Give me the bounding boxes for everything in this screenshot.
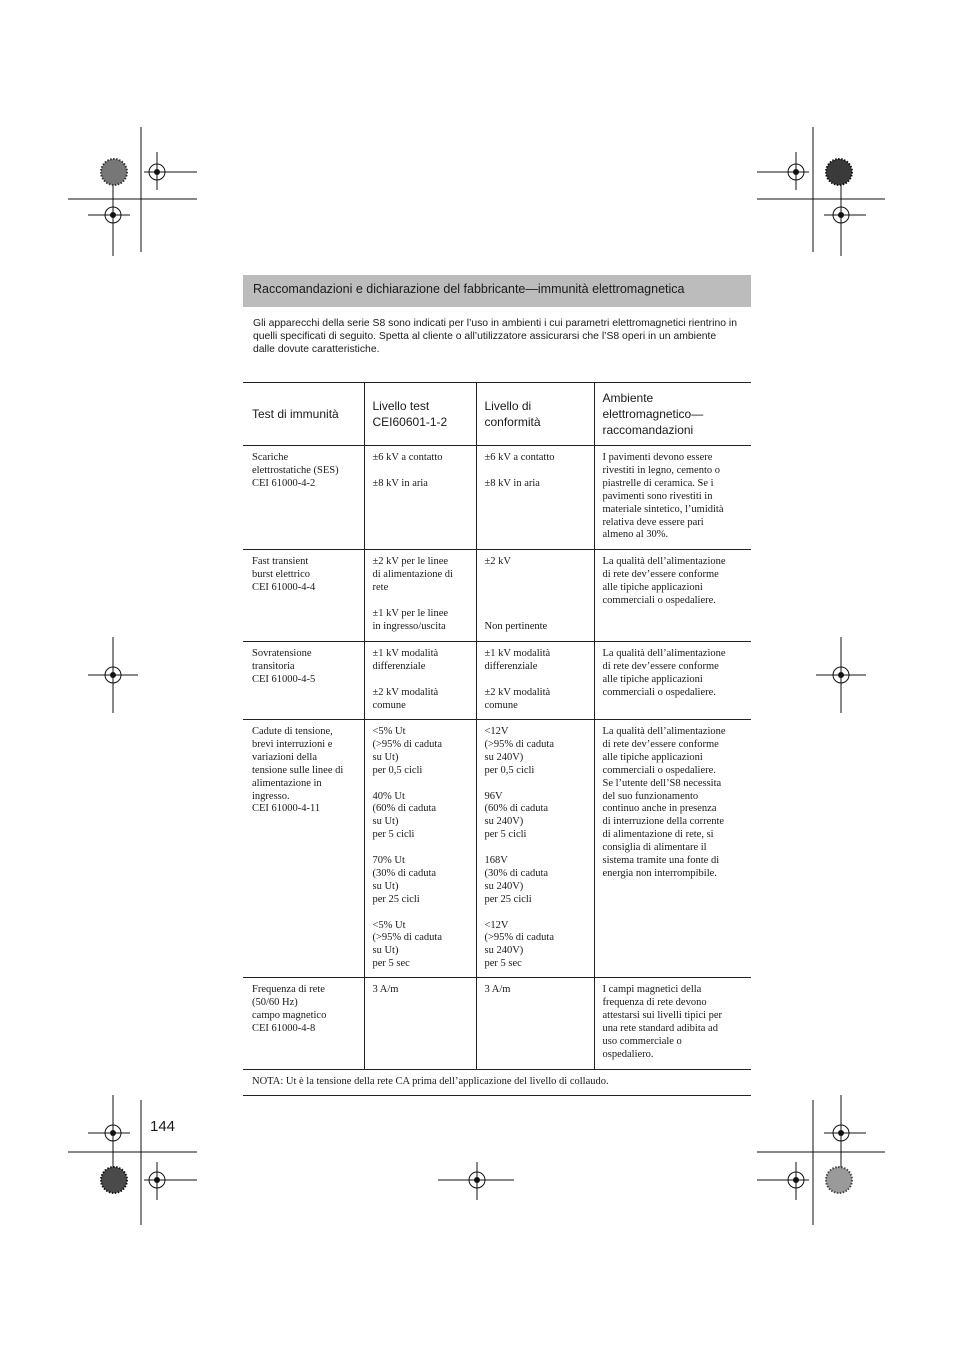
cell-test-level: <5% Ut (>95% di caduta su Ut) per 0,5 cicli 40% Ut (60% di caduta su Ut) per 5 cicli 70% Ut (30% di caduta su Ut) per 25 cicli <5% Ut (>95% di caduta su Ut) per 5 sec bbox=[364, 720, 476, 978]
cell-test: Fast transient burst elettrico CEI 61000-4-4 bbox=[243, 550, 364, 642]
cell-test-level: 3 A/m bbox=[364, 978, 476, 1070]
header-environment: Ambiente elettromagnetico— raccomandazioni bbox=[594, 383, 751, 446]
page-number: 144 bbox=[150, 1118, 176, 1135]
cell-test: Frequenza di rete (50/60 Hz) campo magnetico CEI 61000-4-8 bbox=[243, 978, 364, 1070]
cell-compliance-level: 3 A/m bbox=[476, 978, 594, 1070]
table-row bbox=[243, 720, 751, 978]
cell-compliance-level: ±6 kV a contatto ±8 kV in aria bbox=[476, 446, 594, 550]
header-test-level: Livello test CEI60601-1-2 bbox=[364, 383, 476, 446]
table-note: NOTA: Ut è la tensione della rete CA prima dell’applicazione del livello di collaudo. bbox=[243, 1070, 751, 1096]
header-test: Test di immunità bbox=[243, 383, 364, 446]
cell-test: Scariche elettrostatiche (SES) CEI 61000-4-2 bbox=[243, 446, 364, 550]
table-row bbox=[243, 642, 751, 720]
cell-environment: La qualità dell’alimentazione di rete dev’essere conforme alle tipiche applicazioni commerciali o ospedaliere. bbox=[594, 642, 751, 720]
cell-environment: La qualità dell’alimentazione di rete dev’essere conforme alle tipiche applicazioni commerciali o ospedaliere. Se l’utente dell’S8 necessita del suo funzionamento continuo anche in presenza di interruzione della corrente di alimentazione di rete, si consiglia di alimentare il sistema tramite una fonte di energia non interrompibile. bbox=[594, 720, 751, 978]
intro-paragraph: Gli apparecchi della serie S8 sono indicati per l’uso in ambienti i cui parametri elettromagnetici rientrino in quelli specificati di seguito. Spetta al cliente o all’utilizzatore assicurarsi che l’S8 operi in un ambiente dalle dovute caratteristiche. bbox=[253, 318, 737, 355]
cell-compliance-level: ±2 kV Non pertinente bbox=[476, 550, 594, 642]
table-row bbox=[243, 550, 751, 642]
header-compliance-level: Livello di conformità bbox=[476, 383, 594, 446]
cell-test-level: ±6 kV a contatto ±8 kV in aria bbox=[364, 446, 476, 550]
cell-compliance-level: <12V (>95% di caduta su 240V) per 0,5 cicli 96V (60% di caduta su 240V) per 5 cicli 168V (30% di caduta su 240V) per 25 cicli <12V (>95% di caduta su 240V) per 5 sec bbox=[476, 720, 594, 978]
cell-compliance-level: ±1 kV modalità differenziale ±2 kV modalità comune bbox=[476, 642, 594, 720]
cell-test: Cadute di tensione, brevi interruzioni e variazioni della tensione sulle linee di alimentazione in ingresso. CEI 61000-4-11 bbox=[243, 720, 364, 978]
table-header-row bbox=[243, 383, 751, 446]
cell-test-level: ±2 kV per le linee di alimentazione di rete ±1 kV per le linee in ingresso/uscita bbox=[364, 550, 476, 642]
cell-environment: I pavimenti devono essere rivestiti in legno, cemento o piastrelle di ceramica. Se i pavimenti sono rivestiti in materiale sintetico, l’umidità relativa deve essere pari almeno al 30%. bbox=[594, 446, 751, 550]
table-row bbox=[243, 446, 751, 550]
cell-test: Sovratensione transitoria CEI 61000-4-5 bbox=[243, 642, 364, 720]
cell-environment: La qualità dell’alimentazione di rete dev’essere conforme alle tipiche applicazioni commerciali o ospedaliere. bbox=[594, 550, 751, 642]
table-row bbox=[243, 978, 751, 1070]
section-title: Raccomandazioni e dichiarazione del fabbricante—immunità elettromagnetica bbox=[243, 275, 751, 307]
immunity-table bbox=[243, 382, 751, 1096]
cell-test-level: ±1 kV modalità differenziale ±2 kV modalità comune bbox=[364, 642, 476, 720]
document-body bbox=[243, 275, 751, 1096]
cell-environment: I campi magnetici della frequenza di rete devono attestarsi sui livelli tipici per una rete standard adibita ad uso commerciale o ospedaliero. bbox=[594, 978, 751, 1070]
table-note-row bbox=[243, 1070, 751, 1096]
